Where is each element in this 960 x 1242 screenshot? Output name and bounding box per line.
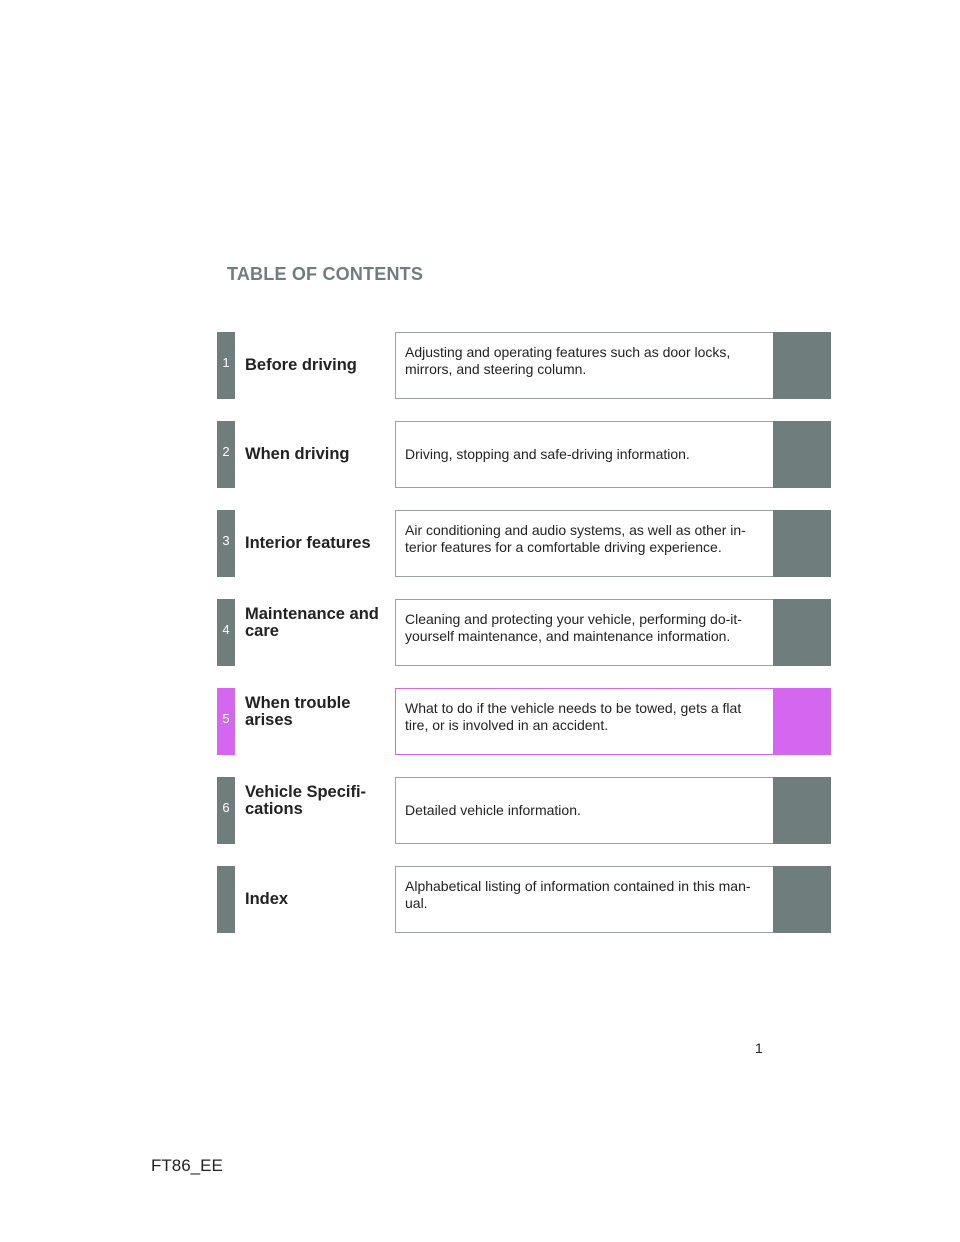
section-color-block (773, 688, 831, 755)
section-heading: When trouble arises (245, 693, 351, 729)
section-heading: Maintenance and care (245, 604, 379, 640)
section-description: Adjusting and operating features such as door locks, mirrors, and steering column. (405, 343, 731, 377)
page-title: TABLE OF CONTENTS (227, 264, 424, 284)
toc-section-when-trouble-arises[interactable] (217, 688, 831, 755)
section-description: Detailed vehicle information. (405, 802, 581, 818)
section-description: What to do if the vehicle needs to be towed, gets a flat tire, or is involved in an accident. (405, 699, 742, 733)
section-heading: When driving (245, 445, 350, 463)
toc-section-interior-features[interactable] (217, 510, 831, 577)
section-description-box (395, 866, 773, 933)
section-description: Driving, stopping and safe-driving information. (405, 446, 690, 462)
section-number: 5 (222, 711, 230, 726)
toc-section-vehicle-specifications[interactable] (217, 777, 831, 844)
section-heading: Interior features (245, 534, 371, 552)
section-description-box (395, 599, 773, 666)
page-number: 1 (755, 1040, 763, 1056)
section-color-block (773, 866, 831, 933)
section-color-block (773, 421, 831, 488)
toc-section-before-driving[interactable] (217, 332, 831, 399)
section-heading: Vehicle Specifi-cations (245, 782, 367, 818)
footer-code: FT86_EE (151, 1156, 223, 1175)
section-description: Cleaning and protecting your vehicle, performing do-it-yourself maintenance, and maintenance information. (405, 610, 742, 644)
section-color-block (773, 510, 831, 577)
section-description-box (395, 332, 773, 399)
section-description-box (395, 421, 773, 488)
section-heading: Before driving (245, 356, 357, 374)
section-color-block (773, 332, 831, 399)
section-description: Air conditioning and audio systems, as well as other in-terior features for a comfortable driving experience. (405, 521, 746, 555)
toc-section-when-driving[interactable] (217, 421, 831, 488)
section-color-block (773, 599, 831, 666)
section-description: Alphabetical listing of information contained in this man-ual. (405, 877, 751, 911)
section-number: 4 (222, 622, 230, 637)
section-number: 6 (222, 800, 230, 815)
section-description-box (395, 777, 773, 844)
section-number: 1 (222, 355, 230, 370)
section-description-box (395, 510, 773, 577)
section-color-block (773, 777, 831, 844)
section-number: 3 (222, 533, 230, 548)
toc-section-index[interactable] (217, 866, 831, 933)
section-number: 2 (222, 444, 230, 459)
section-description-box (395, 688, 773, 755)
section-tab (217, 866, 235, 933)
section-heading: Index (245, 890, 289, 908)
toc-section-maintenance-and-care[interactable] (217, 599, 831, 666)
